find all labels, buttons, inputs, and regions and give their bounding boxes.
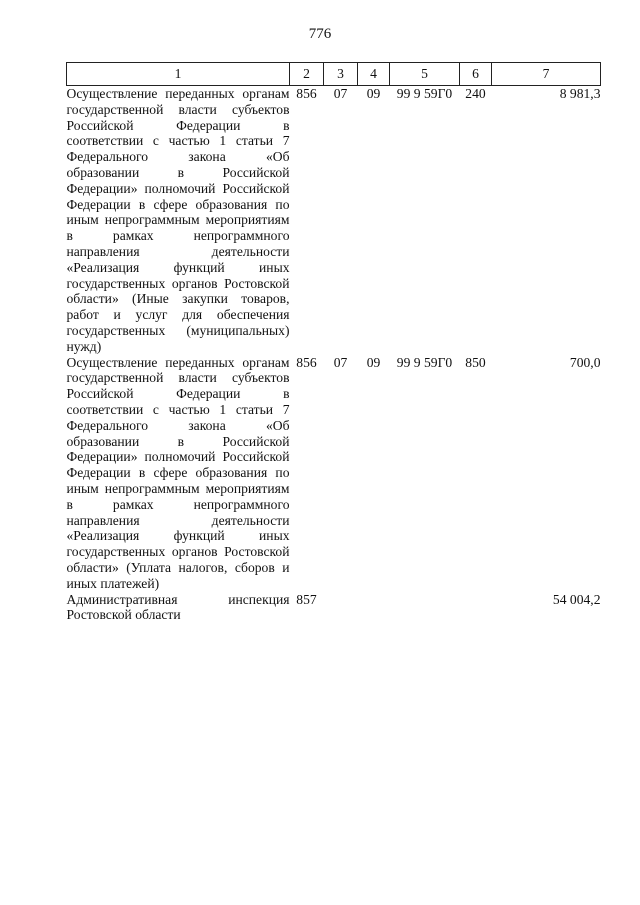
ministry-code-cell: 856	[296, 354, 317, 370]
column-header-1: 1	[67, 63, 290, 86]
column-header-5: 5	[390, 63, 460, 86]
column-header-4: 4	[358, 63, 390, 86]
budget-table	[66, 62, 601, 623]
table-row	[67, 592, 601, 624]
amount-cell: 8 981,3	[559, 86, 601, 101]
page-number: 776	[308, 26, 332, 42]
row-name-cell: Осуществление переданных органам государственной власти субъектов Российской Федерации в соответствии с частью 1 статьи 7 Федерального закона «Об образовании в Российской Федерации» полномочий Российской Федерации в сфере образования по иным непрограммным мероприятиям в рамках непрограммного направления деятельности «Реализация функций иных государственных органов Ростовской области» (Уплата налогов, сборов и иных платежей)	[66, 354, 290, 591]
section-code-cell: 07	[333, 354, 348, 370]
column-header-7: 7	[492, 63, 601, 86]
target-article-cell: 99 9 59Г0	[396, 86, 453, 101]
section-code-cell	[324, 592, 358, 624]
ministry-code-cell: 856	[296, 86, 317, 101]
subsection-code-cell	[358, 592, 390, 624]
expense-type-cell	[460, 592, 492, 624]
ministry-code-cell: 857	[296, 591, 317, 607]
row-name-cell: Административная инспекция Ростовской области	[66, 591, 290, 623]
subsection-code-cell: 09	[366, 354, 381, 370]
column-header-3: 3	[324, 63, 358, 86]
row-name-cell: Осуществление переданных органам государственной власти субъектов Российской Федерации в соответствии с частью 1 статьи 7 Федерального закона «Об образовании в Российской Федерации» полномочий Российской Федерации в сфере образования по иным непрограммным мероприятиям в рамках непрограммного направления деятельности «Реализация функций иных государственных органов Ростовской области» (Иные закупки товаров, работ и услуг для обеспечения государственных (муниципальных) нужд)	[66, 86, 290, 354]
table-row	[67, 355, 601, 592]
subsection-code-cell: 09	[366, 86, 381, 101]
expense-type-cell: 850	[465, 354, 486, 370]
target-article-cell	[390, 592, 460, 624]
column-header-2: 2	[290, 63, 324, 86]
column-header-6: 6	[460, 63, 492, 86]
target-article-cell: 99 9 59Г0	[396, 354, 453, 370]
amount-cell: 54 004,2	[552, 591, 601, 607]
amount-cell: 700,0	[569, 354, 601, 370]
expense-type-cell: 240	[465, 86, 486, 101]
table-row	[67, 86, 601, 355]
table-header-row	[67, 63, 601, 86]
section-code-cell: 07	[333, 86, 348, 101]
